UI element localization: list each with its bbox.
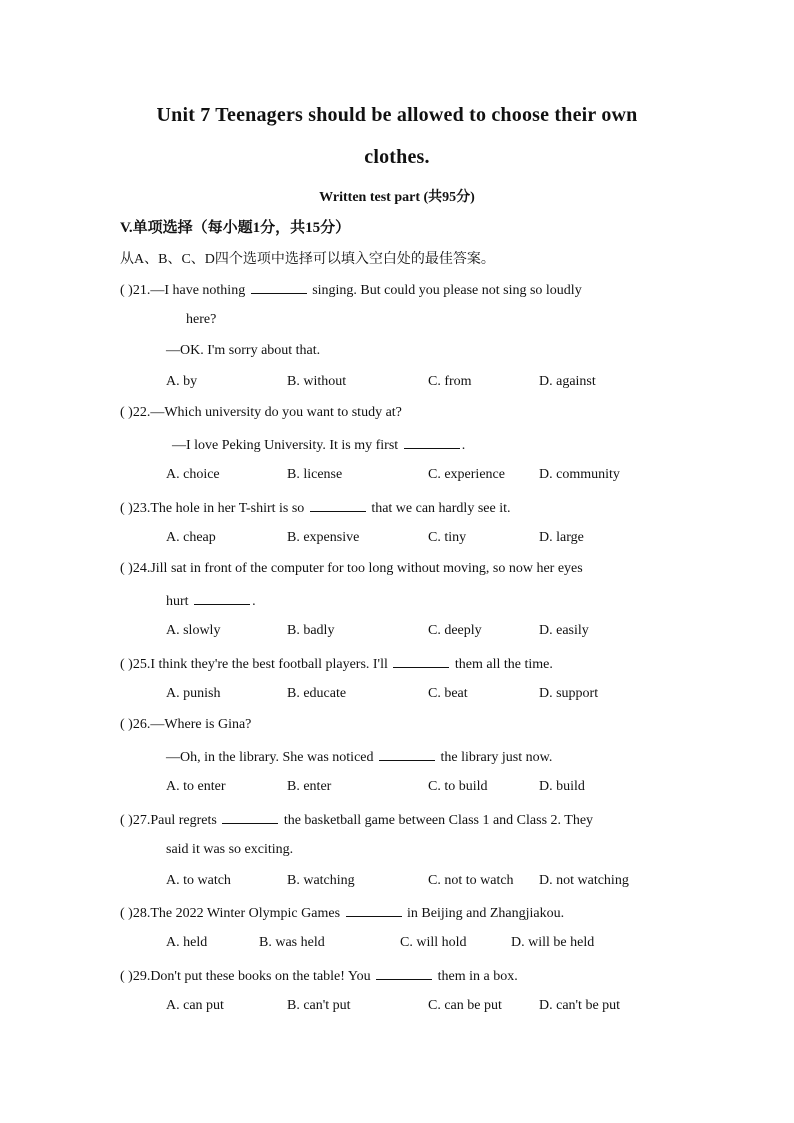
question-26-stem: ( )26.—Where is Gina? (120, 717, 252, 732)
option-c: C. will hold (400, 935, 467, 950)
question-22-stem: ( )22.—Which university do you want to study at? (120, 405, 402, 420)
option-b: B. enter (287, 779, 332, 794)
question-21-reply: —OK. I'm sorry about that. (166, 343, 321, 358)
option-a: A. cheap (166, 530, 216, 545)
option-b: B. expensive (287, 530, 360, 545)
option-d: D. community (539, 467, 620, 482)
option-c: C. beat (428, 686, 468, 701)
question-27-stem-cont: said it was so exciting. (166, 842, 294, 857)
option-b: B. license (287, 467, 343, 482)
option-d: D. support (539, 686, 599, 701)
answer-blank (376, 967, 432, 980)
option-d: D. not watching (539, 873, 629, 888)
section-instruction: 从A、B、C、D四个选项中选择可以填入空白处的最佳答案。 (120, 252, 495, 267)
option-b: B. can't put (287, 998, 351, 1013)
option-b: B. watching (287, 873, 355, 888)
option-b: B. badly (287, 623, 335, 638)
question-26-reply: —Oh, in the library. She was noticed the library just now. (166, 750, 553, 765)
page-title-line2: clothes. (364, 146, 430, 168)
page-title-line1: Unit 7 Teenagers should be allowed to choose their own (156, 104, 638, 126)
question-24-stem: ( )24.Jill sat in front of the computer for too long without moving, so now her eyes (120, 561, 583, 576)
option-c: C. to build (428, 779, 488, 794)
answer-blank (251, 281, 307, 294)
answer-blank (346, 904, 402, 917)
answer-blank (194, 592, 250, 605)
option-c: C. deeply (428, 623, 482, 638)
answer-blank (310, 499, 366, 512)
option-b: B. without (287, 374, 347, 389)
question-21-stem-cont: here? (186, 312, 217, 327)
option-d: D. will be held (511, 935, 595, 950)
question-24-stem-cont: hurt . (166, 594, 256, 609)
option-a: A. to watch (166, 873, 231, 888)
option-d: D. against (539, 374, 596, 389)
page-subtitle: Written test part (共95分) (319, 190, 475, 205)
question-23-stem: ( )23.The hole in her T-shirt is so that we can hardly see it. (120, 501, 511, 516)
question-21-stem: ( )21.—I have nothing singing. But could you please not sing so loudly (120, 283, 582, 298)
option-d: D. easily (539, 623, 589, 638)
option-c: C. experience (428, 467, 505, 482)
option-b: B. was held (259, 935, 325, 950)
option-d: D. build (539, 779, 585, 794)
question-22-reply: —I love Peking University. It is my first . (172, 438, 466, 453)
option-b: B. educate (287, 686, 347, 701)
option-a: A. punish (166, 686, 221, 701)
section-heading: V.单项选择（每小题1分，共15分） (120, 220, 351, 236)
answer-blank (379, 748, 435, 761)
option-a: A. held (166, 935, 208, 950)
answer-blank (222, 811, 278, 824)
question-27-stem: ( )27.Paul regrets the basketball game between Class 1 and Class 2. They (120, 813, 594, 828)
answer-blank (404, 436, 460, 449)
option-a: A. by (166, 374, 198, 389)
option-d: D. can't be put (539, 998, 621, 1013)
option-c: C. can be put (428, 998, 502, 1013)
question-28-stem: ( )28.The 2022 Winter Olympic Games in Beijing and Zhangjiakou. (120, 906, 565, 921)
option-c: C. from (428, 374, 472, 389)
answer-blank (393, 655, 449, 668)
option-c: C. tiny (428, 530, 467, 545)
option-a: A. can put (166, 998, 224, 1013)
option-a: A. slowly (166, 623, 221, 638)
question-25-stem: ( )25.I think they're the best football players. I'll them all the time. (120, 657, 553, 672)
question-29-stem: ( )29.Don't put these books on the table! You them in a box. (120, 969, 518, 984)
option-c: C. not to watch (428, 873, 514, 888)
option-a: A. choice (166, 467, 220, 482)
option-a: A. to enter (166, 779, 226, 794)
option-d: D. large (539, 530, 584, 545)
